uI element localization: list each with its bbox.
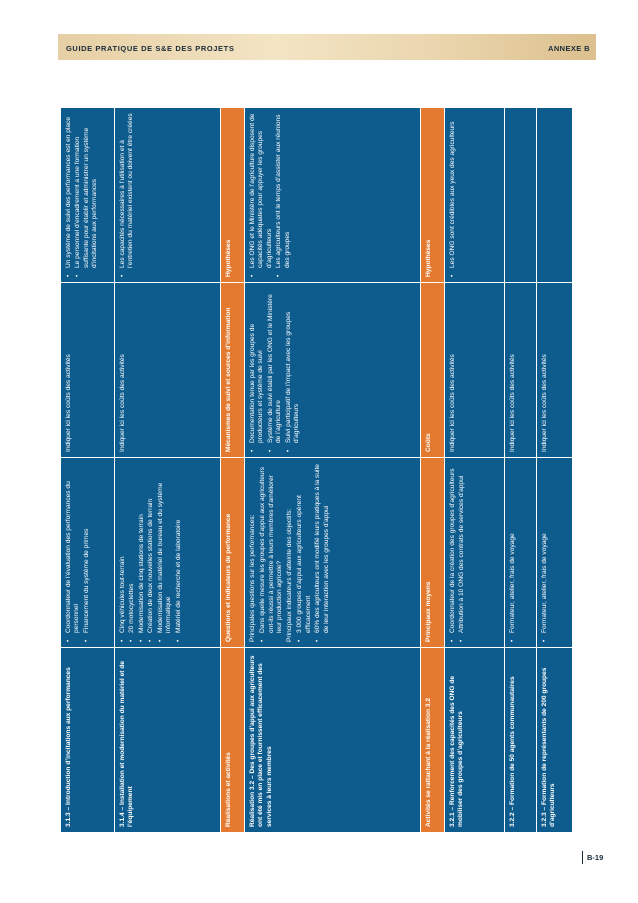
list-item: • Le personnel d’encadrement a une formation suffisante pour établir et administrer un système d’incitations aux performances xyxy=(74,113,99,277)
list-item: • Formateur, atelier, frais de voyage xyxy=(509,463,517,642)
row-label: 3.2.1 – Renforcement des capacités des ONG de mobiliser des groupes d’agriculteurs xyxy=(445,648,505,833)
column-header: Principaux moyens xyxy=(421,458,445,648)
list-item: • Financement du système de primes xyxy=(83,463,91,642)
means-cell xyxy=(445,458,505,648)
indicators-intro-2: Principaux indicateurs d’atteinte des objectifs: xyxy=(285,508,293,642)
page-number: B-19 xyxy=(582,851,608,864)
table-row xyxy=(537,108,573,833)
table-row xyxy=(445,108,505,833)
list-item: • Les agriculteurs ont le temps d’assister aux réunions des groupes xyxy=(275,113,292,277)
list-item: • Attribution à 10 ONG des contrats de services d’appui xyxy=(458,463,466,642)
header-row xyxy=(421,108,445,833)
list-item: • Coordonnateur de l’évaluation des performances du personnel xyxy=(65,463,82,642)
list-item: • Modernisation du matériel de bureau et du système informatique xyxy=(157,463,174,642)
cost-cell: Indiquer ici les coûts des activités xyxy=(445,283,505,458)
table-row xyxy=(245,108,421,833)
list-item: • Les ONG sont crédibles aux yeux des agriculteurs xyxy=(449,113,457,277)
logframe-table xyxy=(60,107,573,833)
indicators-cell xyxy=(245,458,421,648)
table-row xyxy=(505,108,537,833)
column-header: Activités se rattachant à la réalisation 3.2 xyxy=(421,648,445,833)
row-label: 3.1.4 – Installation et modernisation du matériel et de l’équipement xyxy=(115,648,221,833)
assumption-cell xyxy=(505,108,537,283)
assumption-cell xyxy=(115,108,221,283)
list-item: • Les ONG et le Ministère de l’agriculture disposent de capacités adéquates pour appuyer les groupes d’agriculteurs xyxy=(249,113,274,277)
indicators-intro: Principales questions sur les performances: xyxy=(249,514,256,642)
table-row xyxy=(115,108,221,833)
table-row xyxy=(61,108,115,833)
list-item: • Matériel de recherche et de laboratoire xyxy=(175,463,183,642)
column-header: Hypothèses xyxy=(421,108,445,283)
logframe-table-rotated xyxy=(60,108,572,833)
assumption-cell xyxy=(445,108,505,283)
cost-cell: Indiquer ici les coûts des activités xyxy=(537,283,573,458)
list-item: • Coordonnateur de la création des groupes d’agriculteurs xyxy=(449,463,457,642)
cost-cell: Indiquer ici les coûts des activités xyxy=(61,283,115,458)
assumption-cell xyxy=(537,108,573,283)
row-label: 3.2.2 – Formation de 50 agents communautaires xyxy=(505,648,537,833)
assumption-cell xyxy=(245,108,421,283)
column-header: Mécanismes de suivi et sources d’information xyxy=(221,283,245,458)
monitoring-cell xyxy=(245,283,421,458)
column-header: Questions et indicateurs de performance xyxy=(221,458,245,648)
list-item: • 20 motocyclettes xyxy=(128,463,136,642)
column-header: Coûts xyxy=(421,283,445,458)
means-cell xyxy=(61,458,115,648)
list-item: • Formateur, atelier, frais de voyage xyxy=(541,463,549,642)
running-header-title: GUIDE PRATIQUE DE S&E DES PROJETS xyxy=(66,44,235,53)
means-cell xyxy=(537,458,573,648)
list-item: • 60% des agriculteurs ont modifié leurs pratiques à la suite de leur interaction avec les groupes d’appui xyxy=(314,463,331,642)
list-item: • Un système de suivi des performances est en place xyxy=(65,113,73,277)
list-item: • Dans quelle mesure les groupes d’appui aux agriculteurs ont-ils réussi à permettre à leurs membres d’améliorer leur production agricole? xyxy=(259,463,284,642)
list-item: • Système de suivi établi par les ONG et le Ministère de l’agriculture xyxy=(267,288,284,452)
running-header-annex: ANNEXE B xyxy=(548,44,590,53)
list-item: • Documentation tenue par les groupes de producteurs et système de suivi xyxy=(249,288,266,452)
list-item: • Modernisation de cinq stations de terrain xyxy=(138,463,146,642)
cost-cell: Indiquer ici les coûts des activités xyxy=(115,283,221,458)
list-item: • Les capacités nécessaires à l’utilisation et à l’entretien du matériel existent ou doivent être créées xyxy=(119,113,136,277)
row-label: Réalisation 3.2 – Des groupes d’appui aux agriculteurs ont été mis en place et fournissent efficacement des services à leurs membres xyxy=(245,648,421,833)
means-cell xyxy=(115,458,221,648)
means-cell xyxy=(505,458,537,648)
list-item: • Création de deux nouvelles stations de terrain xyxy=(147,463,155,642)
header-row xyxy=(221,108,245,833)
list-item: • 3 000 groupes d’appui aux agriculteurs opèrent efficacement xyxy=(296,463,313,642)
column-header: Hypothèses xyxy=(221,108,245,283)
column-header: Réalisations et activités xyxy=(221,648,245,833)
assumption-cell xyxy=(61,108,115,283)
row-label: 3.1.3 – Introduction d’incitations aux performances xyxy=(61,648,115,833)
cost-cell: Indiquer ici les coûts des activités xyxy=(505,283,537,458)
row-label: 3.2.3 – Formation de représentants de 200 groupes d’agriculteurs xyxy=(537,648,573,833)
list-item: • Cinq véhicules tout-terrain xyxy=(119,463,127,642)
list-item: • Suivi participatif de l’impact avec les groupes d’agriculteurs xyxy=(285,288,302,452)
